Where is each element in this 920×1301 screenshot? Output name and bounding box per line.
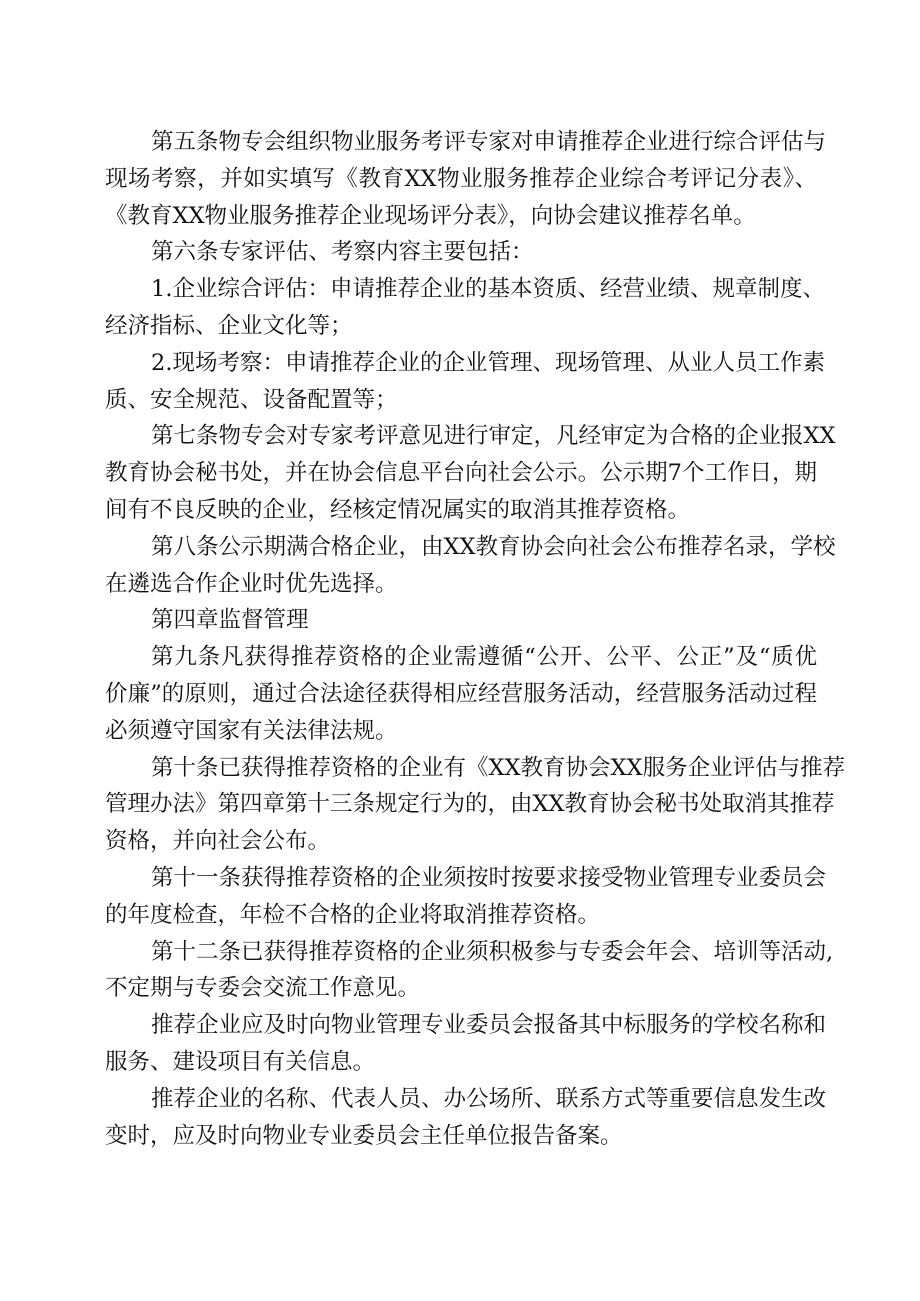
paragraph bbox=[105, 1007, 827, 1081]
paragraph bbox=[105, 1081, 827, 1155]
paragraph-line: 推荐企业应及时向物业管理专业委员会报备其中标服务的学校名称和 bbox=[151, 1012, 827, 1039]
paragraph-line: 不定期与专委会交流工作意见。 bbox=[105, 975, 421, 1002]
paragraph-line: 第七条物专会对专家考评意见进行审定，凡经审定为合格的企业报XX bbox=[151, 423, 836, 450]
paragraph bbox=[105, 124, 827, 234]
paragraph-line: 现场考察，并如实填写《教育XX物业服务推荐企业综合考评记分表》、 bbox=[105, 165, 817, 192]
paragraph bbox=[105, 934, 834, 1008]
document-body bbox=[105, 124, 846, 1154]
paragraph bbox=[105, 418, 836, 528]
paragraph bbox=[105, 345, 825, 419]
paragraph-line: 2.现场考察：申请推荐企业的企业管理、现场管理、从业人员工作素 bbox=[151, 349, 825, 376]
paragraph-line: 价廉”的原则，通过合法途径获得相应经营服务活动，经营服务活动过程 bbox=[105, 680, 817, 707]
paragraph bbox=[105, 271, 825, 345]
paragraph-line: 1.企业综合评估：申请推荐企业的基本资质、经营业绩、规章制度、 bbox=[151, 276, 825, 303]
paragraph-line: 在遴选合作企业时优先选择。 bbox=[105, 570, 398, 597]
paragraph-line: 服务、建设项目有关信息。 bbox=[105, 1048, 376, 1075]
paragraph-line: 《教育XX物业服务推荐企业现场评分表》，向协会建议推荐名单。 bbox=[105, 202, 756, 229]
paragraph-line: 第十一条获得推荐资格的企业须按时按要求接受物业管理专业委员会 bbox=[151, 864, 827, 891]
paragraph-line: 资格，并向社会公布。 bbox=[105, 828, 331, 855]
paragraph-line: 间有不良反映的企业，经核定情况属实的取消其推荐资格。 bbox=[105, 496, 691, 523]
paragraph bbox=[105, 750, 846, 860]
paragraph-line: 经济指标、企业文化等； bbox=[105, 312, 353, 339]
paragraph-line: 第四章监督管理 bbox=[151, 607, 309, 634]
paragraph-line: 第五条物专会组织物业服务考评专家对申请推荐企业进行综合评估与 bbox=[151, 129, 827, 155]
paragraph-line: 必须遵守国家有关法律法规。 bbox=[105, 717, 398, 744]
paragraph-line: 教育协会秘书处，并在协会信息平台向社会公示。公示期7个工作日，期 bbox=[105, 460, 817, 487]
paragraph bbox=[105, 234, 817, 271]
paragraph-line: 第十二条已获得推荐资格的企业须积极参与专委会年会、培训等活动, bbox=[151, 938, 834, 965]
paragraph-line: 变时，应及时向物业专业委员会主任单位报告备案。 bbox=[105, 1122, 623, 1149]
paragraph-line: 管理办法》第四章第十三条规定行为的，由XX教育协会秘书处取消其推荐 bbox=[105, 791, 835, 818]
paragraph-line: 的年度检查，年检不合格的企业将取消推荐资格。 bbox=[105, 901, 601, 928]
paragraph bbox=[105, 639, 817, 749]
paragraph-line: 第九条凡获得推荐资格的企业需遵循“公开、公平、公正”及“质优 bbox=[151, 644, 817, 671]
paragraph-line: 第十条已获得推荐资格的企业有《XX教育协会XX服务企业评估与推荐 bbox=[151, 754, 846, 781]
paragraph bbox=[105, 529, 836, 603]
paragraph-line: 质、安全规范、设备配置等； bbox=[105, 386, 398, 413]
paragraph-line: 第六条专家评估、考察内容主要包括： bbox=[151, 239, 534, 266]
paragraph-line: 第八条公示期满合格企业，由XX教育协会向社会公布推荐名录，学校 bbox=[151, 533, 836, 560]
paragraph bbox=[105, 602, 817, 639]
paragraph bbox=[105, 860, 827, 934]
paragraph-line: 推荐企业的名称、代表人员、办公场所、联系方式等重要信息发生改 bbox=[151, 1085, 827, 1112]
